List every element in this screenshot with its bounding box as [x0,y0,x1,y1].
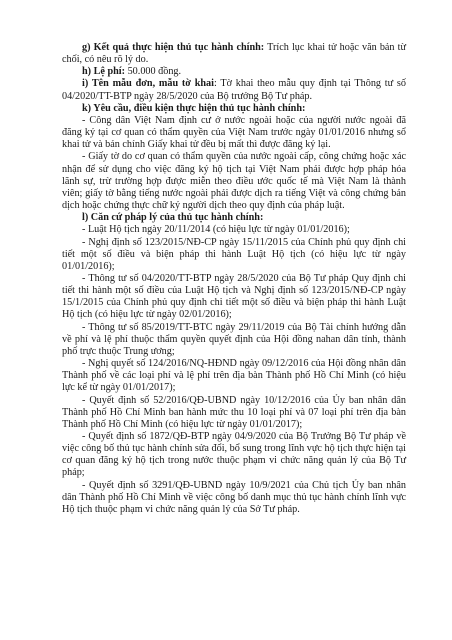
section-h [62,66,406,78]
section-l-item-4: - Thông tư số 85/2019/TT-BTC ngày 29/11/2019 của Bộ Tài chính hướng dẫn về phí và lệ phí thuộc thẩm quyền quyết định của Hội đồng nahan dân tỉnh, thành phố trực thuộc Trung ương; [62,321,406,357]
section-l-heading [62,212,406,224]
section-l-item-2: - Nghị định số 123/2015/NĐ-CP ngày 15/11/2015 của Chính phủ quy định chi tiết một số điều và biện pháp thi hành Luật Hộ tịch (có hiệu lực từ ngày 01/01/2016); [62,236,406,272]
section-k-heading-text: k) Yêu cầu, điều kiện thực hiện thủ tục hành chính: [82,102,306,114]
section-l-heading-text: l) Căn cứ pháp lý của thủ tục hành chính: [82,212,264,224]
section-g-heading: g) Kết quả thực hiện thủ tục hành chính: [82,42,265,53]
section-g [62,42,406,66]
section-h-heading: h) Lệ phí: [82,66,126,78]
section-g-text: Trích lục khai tử hoặc văn bản từ chối, có nêu rõ lý do. [62,42,406,66]
section-l-item-5: - Nghị quyết số 124/2016/NQ-HĐND ngày 09/12/2016 của Hội đồng nhân dân Thành phố về các loại phí và lệ phí trên địa bàn Thành phố Hồ Chí Minh (có hiệu lực kể từ ngày 01/01/2017); [62,358,406,394]
section-l-item-7: - Quyết định số 1872/QĐ-BTP ngày 04/9/2020 của Bộ Trưởng Bộ Tư pháp về việc công bố thủ tục hành chính sửa đổi, bổ sung trong lĩnh vực hộ tịch thực hiện tại cơ quan đăng ký hộ tịch trong nước thuộc phạm vi chức năng quản lý của Bộ Tư pháp; [62,431,406,479]
section-k-heading [62,103,406,115]
section-l-item-8: - Quyết định số 3291/QĐ-UBND ngày 10/9/2021 của Chủ tịch Ủy ban nhân dân Thành phố Hồ Chí Minh về việc công bố danh mục thủ tục hành chính lĩnh vực Hộ tịch thuộc phạm vi chức năng quản lý của Sở Tư pháp. [62,479,406,515]
document-body [62,42,406,516]
section-l-item-6: - Quyết định số 52/2016/QĐ-UBND ngày 10/12/2016 của Ủy ban nhân dân Thành phố Hồ Chí Minh ban hành mức thu 10 loại phí và 07 loại phí trên địa bàn Thành phố Hồ Chí Minh (có hiệu lực từ ngày 01/01/2017); [62,394,406,430]
section-k-item-1: - Công dân Việt Nam định cư ở nước ngoài hoặc của người nước ngoài đã đăng ký tại cơ quan có thẩm quyền của Việt Nam trước ngày 01/01/2016 nhưng sổ khai tử và bản chính Giấy khai tử đều bị mất thì được đăng ký lại. [62,114,406,151]
section-l-item-1: - Luật Hộ tịch ngày 20/11/2014 (có hiệu lực từ ngày 01/01/2016); [82,224,350,236]
section-h-text: 50.000 đồng. [125,66,182,78]
section-i-text: : Tờ khai theo mẫu quy định tại Thông tư số 04/2020/TT-BTP ngày 28/5/2020 của Bộ trưởng Bộ Tư pháp. [62,78,406,102]
section-i [62,78,406,102]
section-i-heading: i) Tên mẫu đơn, mẫu tờ khai [82,78,214,90]
section-l-item-3: - Thông tư số 04/2020/TT-BTP ngày 28/5/2020 của Bộ Tư pháp Quy định chi tiết thi hành một số điều của Luật Hộ tịch và Nghị định số 123/2015/NĐ-CP ngày 15/1/2015 của Chính phủ quy định chi tiết một số điều và biện pháp thi hành Luật Hộ tịch (có hiệu lực từ ngày 02/01/2016); [62,272,406,321]
section-k-item-2: - Giấy tờ do cơ quan có thẩm quyền của nước ngoài cấp, công chứng hoặc xác nhận để sử dụng cho việc đăng ký hộ tịch tại Việt Nam phải được hợp pháp hóa lãnh sự, trừ trường hợp được miễn theo điều ước quốc tế mà Việt Nam là thành viên; giấy tờ bằng tiếng nước ngoài phải được dịch ra tiếng Việt và công chứng bản dịch hoặc chứng thực chữ ký người dịch theo quy định của pháp luật. [62,151,406,212]
